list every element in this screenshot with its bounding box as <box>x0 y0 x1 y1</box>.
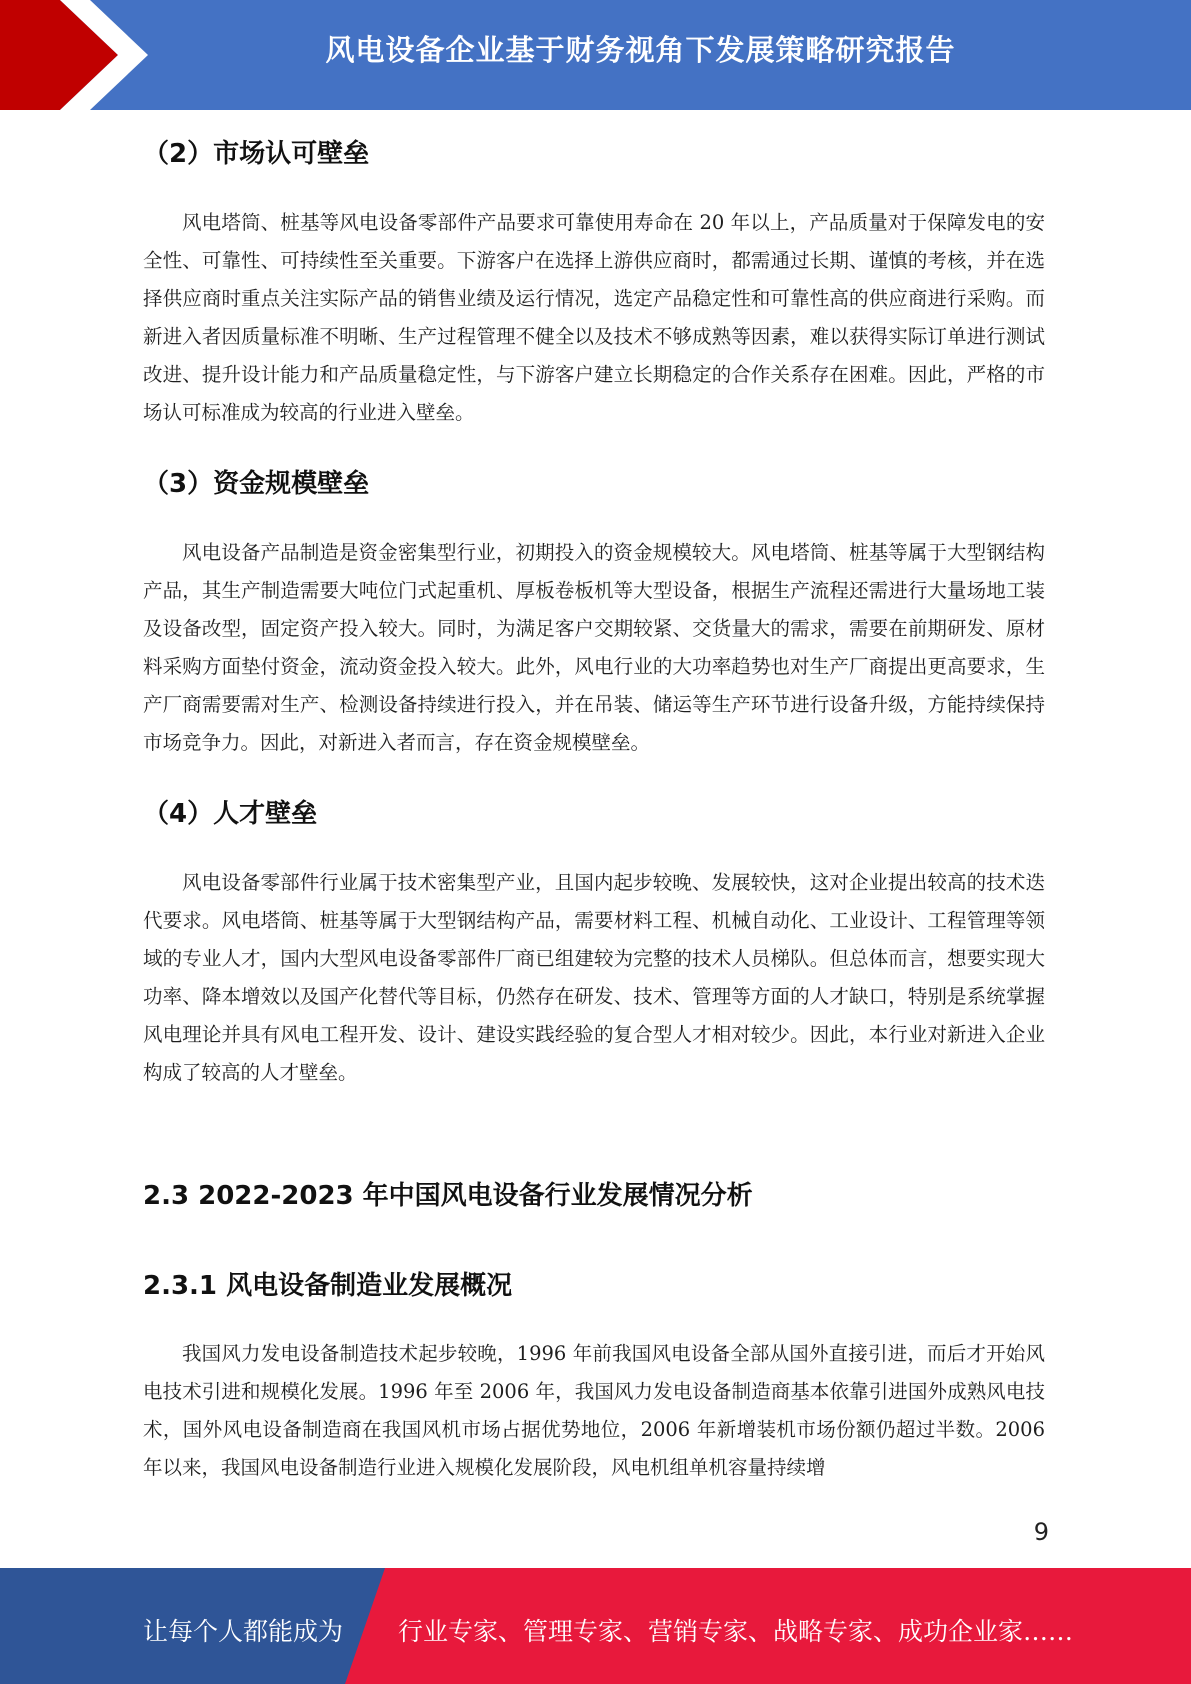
page-header <box>0 0 1191 110</box>
page-footer <box>0 1568 1191 1684</box>
heading-capital-barrier: （3）资金规模壁垒 <box>143 469 370 499</box>
header-chevron-decoration <box>0 0 160 110</box>
section-heading-2-3: 2.3 2022-2023 年中国风电设备行业发展情况分析 <box>143 1181 753 1211</box>
footer-slogan-left: 让每个人都能成为 <box>143 1617 344 1646</box>
paragraph-2-3-1: 我国风力发电设备制造技术起步较晚，1996 年前我国风电设备全部从国外直接引进，而后才开始风电技术引进和规模化发展。1996 年至 2006 年，我国风力发电设备制造商基本依靠引进国外成熟风电技术，国外风电设备制造商在我国风机市场占据优势地位，2006 年新增装机市场份额仍超过半数。2006 年以来，我国风电设备制造行业进入规模化发展阶段，风电机组单机容量持续增 <box>143 1342 1045 1479</box>
footer-slogan-right: 行业专家、管理专家、营销专家、战略专家、成功企业家…… <box>398 1617 1074 1646</box>
heading-market-barrier: （2）市场认可壁垒 <box>143 139 370 169</box>
section-heading-2-3-1: 2.3.1 风电设备制造业发展概况 <box>143 1271 513 1301</box>
page-number: 9 <box>1033 1518 1049 1546</box>
header-title: 风电设备企业基于财务视角下发展策略研究报告 <box>325 33 956 67</box>
paragraph-talent-barrier: 风电设备零部件行业属于技术密集型产业，且国内起步较晚、发展较快，这对企业提出较高的技术迭代要求。风电塔筒、桩基等属于大型钢结构产品，需要材料工程、机械自动化、工业设计、工程管理等领域的专业人才，国内大型风电设备零部件厂商已组建较为完整的技术人员梯队。但总体而言，想要实现大功率、降本增效以及国产化替代等目标，仍然存在研发、技术、管理等方面的人才缺口，特别是系统掌握风电理论并具有风电工程开发、设计、建设实践经验的复合型人才相对较少。因此，本行业对新进入企业构成了较高的人才壁垒。 <box>143 871 1045 1084</box>
heading-talent-barrier: （4）人才壁垒 <box>143 799 318 829</box>
paragraph-market-barrier: 风电塔筒、桩基等风电设备零部件产品要求可靠使用寿命在 20 年以上，产品质量对于保障发电的安全性、可靠性、可持续性至关重要。下游客户在选择上游供应商时，都需通过长期、谨慎的考核，并在选择供应商时重点关注实际产品的销售业绩及运行情况，选定产品稳定性和可靠性高的供应商进行采购。而新进入者因质量标准不明晰、生产过程管理不健全以及技术不够成熟等因素，难以获得实际订单进行测试改进、提升设计能力和产品质量稳定性，与下游客户建立长期稳定的合作关系存在困难。因此，严格的市场认可标准成为较高的行业进入壁垒。 <box>143 211 1045 424</box>
paragraph-capital-barrier: 风电设备产品制造是资金密集型行业，初期投入的资金规模较大。风电塔筒、桩基等属于大型钢结构产品，其生产制造需要大吨位门式起重机、厚板卷板机等大型设备，根据生产流程还需进行大量场地工装及设备改型，固定资产投入较大。同时，为满足客户交期较紧、交货量大的需求，需要在前期研发、原材料采购方面垫付资金，流动资金投入较大。此外，风电行业的大功率趋势也对生产厂商提出更高要求，生产厂商需要需对生产、检测设备持续进行投入，并在吊装、储运等生产环节进行设备升级，方能持续保持市场竞争力。因此，对新进入者而言，存在资金规模壁垒。 <box>143 541 1045 754</box>
